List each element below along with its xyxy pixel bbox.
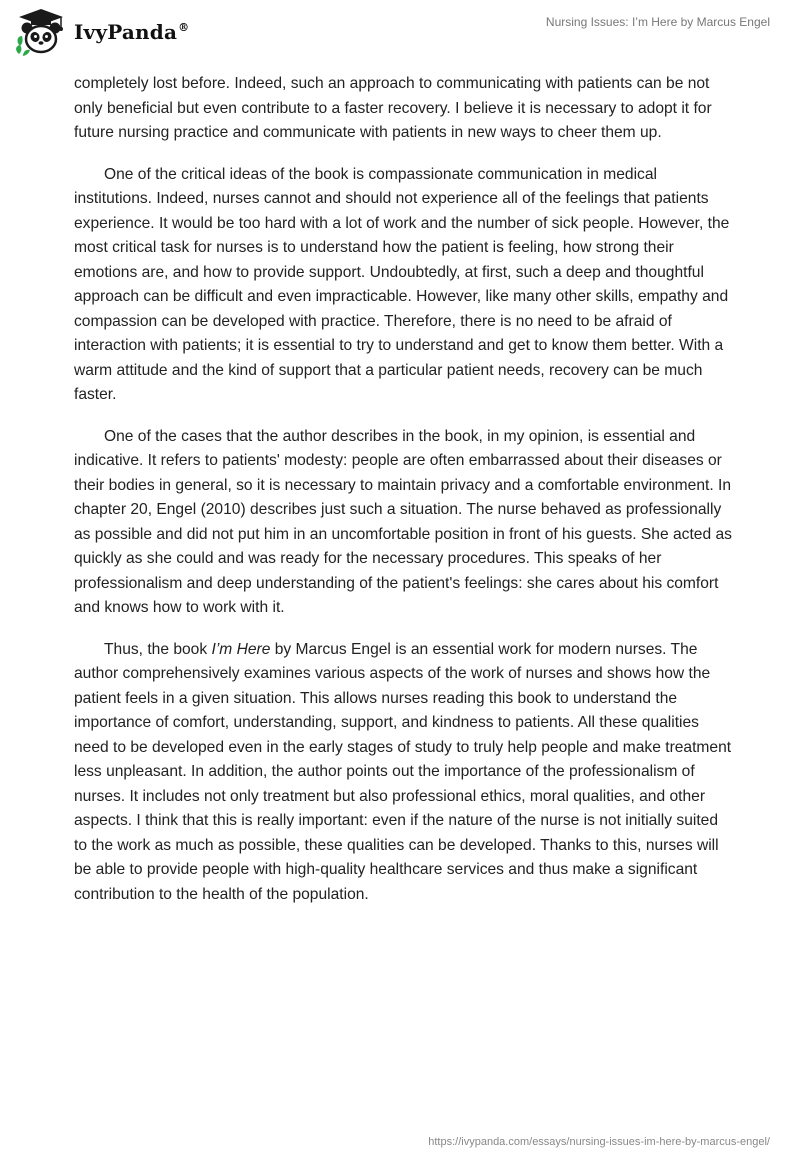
brand-name: IvyPanda® — [74, 20, 190, 44]
document-title: Nursing Issues: I’m Here by Marcus Engel — [545, 15, 770, 29]
paragraph-continuation: completely lost before. Indeed, such an approach to communicating with patients can be not only beneficial but even contribute to a faster recovery. I believe it is necessary to adopt it for future nursing practice and communicate with patients in new ways to cheer them up. — [74, 75, 712, 141]
paragraph-conclusion — [74, 638, 734, 908]
source-url[interactable]: https://ivypanda.com/essays/nursing-issues-im-here-by-marcus-engel/ — [428, 1136, 770, 1148]
conclusion-lead: Thus, the book — [104, 640, 212, 658]
registered-mark: ® — [178, 21, 190, 35]
essay-body — [74, 72, 734, 924]
paragraph-patient-modesty: One of the cases that the author describes in the book, in my opinion, is essential and indicative. It refers to patients' modesty: people are often embarrassed about their diseases or their bodies in general, so it is necessary to maintain privacy and a comfortable environment. In chapter 20, Engel (2010) describes just such a situation. The nurse behaved as professionally as possible and did not put him in an uncomfortable position in front of his guests. She acted as quickly as she could and was ready for the necessary procedures. This speaks of her professionalism and deep understanding of the patient's feelings: she cares about his comfort and knows how to work with it. — [74, 427, 732, 616]
page-header — [0, 0, 800, 64]
panda-graduate-logo-icon — [14, 6, 68, 58]
book-title: I’m Here — [211, 640, 271, 658]
paragraph-compassionate-communication: One of the critical ideas of the book is compassionate communication in medical institutions. Indeed, nurses cannot and should not experience all of the feelings that patients experience. It would be too hard with a lot of work and the number of sick people. However, the most critical task for nurses is to understand how the patient is feeling, how strong their emotions are, and how to provide support. Undoubtedly, at first, such a deep and thoughtful approach can be difficult and even impracticable. However, like many other skills, empathy and compassion can be developed with practice. Therefore, there is no need to be afraid of interaction with patients; it is essential to try to understand and get to know them better. With a warm attitude and the kind of support that a particular patient needs, recovery can be much faster. — [74, 165, 730, 403]
ivypanda-logo[interactable] — [14, 6, 189, 58]
conclusion-rest: by Marcus Engel is an essential work for modern nurses. The author comprehensively examines various aspects of the work of nurses and shows how the patient feels in a given situation. This allows nurses reading this book to understand the importance of comfort, understanding, support, and kindness to patients. All these qualities need to be developed even in the early stages of study to truly help people and make treatment less unpleasant. In addition, the author points out the importance of the professionalism of nurses. It includes not only treatment but also professional ethics, moral qualities, and other aspects. I think that this is really important: even if the nature of the nurse is not initially suited to the work as much as possible, these qualities can be developed. Thanks to this, nurses will be able to provide people with high-quality healthcare services and thus make a significant contribution to the health of the population. — [74, 640, 732, 903]
